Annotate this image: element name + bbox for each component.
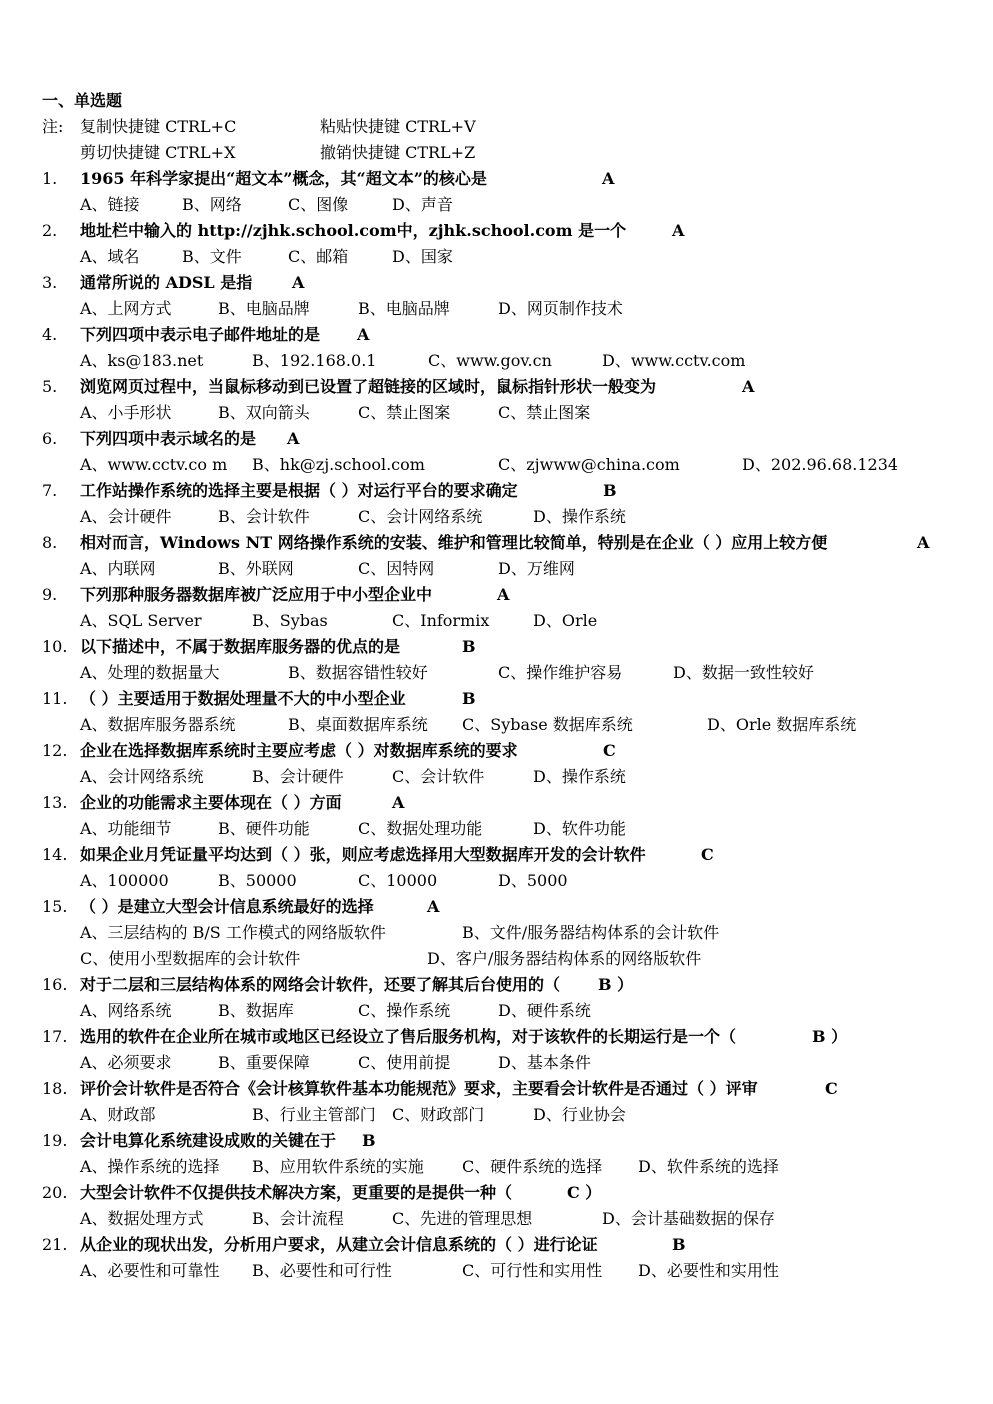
question-answer: A	[392, 793, 405, 812]
question-text: 大型会计软件不仅提供技术解决方案，更重要的是提供一种（	[80, 1183, 513, 1202]
answer-option: A、100000	[80, 871, 169, 890]
answer-option: B、双向箭头	[218, 403, 310, 422]
question-answer: A	[427, 897, 440, 916]
answer-option: C、使用小型数据库的会计软件	[80, 949, 301, 968]
answer-option: D、软件系统的选择	[638, 1157, 779, 1176]
question-number: 21.	[42, 1235, 68, 1254]
question-answer: B ）	[598, 975, 634, 994]
answer-option: B、重要保障	[218, 1053, 310, 1072]
answer-option: B、文件	[182, 247, 242, 266]
answer-option: B、192.168.0.1	[252, 351, 377, 370]
note-paste-shortcut: 粘贴快捷键 CTRL+V	[320, 117, 476, 136]
note-undo-shortcut: 撤销快捷键 CTRL+Z	[320, 143, 476, 162]
answer-option: D、会计基础数据的保存	[602, 1209, 775, 1228]
question-answer: B	[462, 637, 476, 656]
question-text: 浏览网页过程中，当鼠标移动到已设置了超链接的区域时，鼠标指针形状一般变为	[80, 377, 657, 396]
answer-option: D、网页制作技术	[498, 299, 623, 318]
answer-option: C、数据处理功能	[358, 819, 483, 838]
answer-option: C、邮箱	[288, 247, 349, 266]
question-text: 会计电算化系统建设成败的关键在于	[80, 1131, 337, 1150]
question-answer: C	[603, 741, 616, 760]
answer-option: C、操作维护容易	[498, 663, 623, 682]
answer-option: A、会计网络系统	[80, 767, 204, 786]
answer-option: C、使用前提	[358, 1053, 451, 1072]
question-number: 3.	[42, 273, 58, 292]
note-cut-shortcut: 剪切快捷键 CTRL+X	[80, 143, 236, 162]
question-answer: A	[292, 273, 305, 292]
question-text: （ ）主要适用于数据处理量不大的中小型企业	[80, 689, 406, 708]
question-text: 企业在选择数据库系统时主要应考虑（ ）对数据库系统的要求	[80, 741, 518, 760]
answer-option: B、外联网	[218, 559, 294, 578]
question-answer: B	[672, 1235, 686, 1254]
question-answer: A	[602, 169, 615, 188]
answer-option: C、禁止图案	[498, 403, 591, 422]
answer-option: B、hk@zj.school.com	[252, 455, 425, 474]
answer-option: C、可行性和实用性	[462, 1261, 603, 1280]
question-answer: A	[917, 533, 930, 552]
question-answer: A	[357, 325, 370, 344]
answer-option: B、网络	[182, 195, 242, 214]
section-title: 一、单选题	[42, 91, 123, 110]
answer-option: B、会计硬件	[252, 767, 344, 786]
answer-option: B、Sybas	[252, 611, 328, 630]
answer-option: C、Sybase 数据库系统	[462, 715, 633, 734]
question-number: 20.	[42, 1183, 68, 1202]
answer-option: D、声音	[392, 195, 453, 214]
question-text: 对于二层和三层结构体系的网络会计软件，还要了解其后台使用的（	[80, 975, 561, 994]
answer-option: A、小手形状	[80, 403, 172, 422]
answer-option: A、域名	[80, 247, 140, 266]
answer-option: C、Informix	[392, 611, 490, 630]
note-label: 注:	[42, 117, 64, 136]
answer-option: B、数据容错性较好	[288, 663, 428, 682]
answer-option: B、会计软件	[218, 507, 310, 526]
answer-option: A、数据处理方式	[80, 1209, 204, 1228]
answer-option: D、Orle	[533, 611, 598, 630]
answer-option: D、5000	[498, 871, 568, 890]
answer-option: C、财政部门	[392, 1105, 485, 1124]
answer-option: B、50000	[218, 871, 297, 890]
question-answer: A	[742, 377, 755, 396]
answer-option: B、硬件功能	[218, 819, 310, 838]
question-answer: B	[462, 689, 476, 708]
question-answer: B	[362, 1131, 376, 1150]
answer-option: C、硬件系统的选择	[462, 1157, 603, 1176]
question-text: 企业的功能需求主要体现在（ ）方面	[80, 793, 342, 812]
answer-option: B、行业主管部门	[252, 1105, 376, 1124]
question-answer: B	[603, 481, 617, 500]
answer-option: D、硬件系统	[498, 1001, 591, 1020]
answer-option: A、上网方式	[80, 299, 172, 318]
question-text: 下列四项中表示域名的是	[80, 429, 257, 448]
question-number: 19.	[42, 1131, 68, 1150]
answer-option: A、处理的数据量大	[80, 663, 220, 682]
answer-option: D、Orle 数据库系统	[707, 715, 857, 734]
answer-option: A、功能细节	[80, 819, 172, 838]
question-text: 1965 年科学家提出“超文本”概念，其“超文本”的核心是	[80, 169, 487, 188]
answer-option: B、会计流程	[252, 1209, 344, 1228]
question-number: 16.	[42, 975, 68, 994]
question-text: 工作站操作系统的选择主要是根据（ ）对运行平台的要求确定	[80, 481, 518, 500]
question-answer: C	[825, 1079, 838, 1098]
question-number: 2.	[42, 221, 58, 240]
answer-option: A、网络系统	[80, 1001, 172, 1020]
answer-option: C、会计网络系统	[358, 507, 483, 526]
answer-option: B、数据库	[218, 1001, 294, 1020]
answer-option: B、应用软件系统的实施	[252, 1157, 424, 1176]
answer-option: D、客户/服务器结构体系的网络版软件	[427, 949, 702, 968]
question-number: 13.	[42, 793, 68, 812]
question-number: 6.	[42, 429, 58, 448]
question-number: 12.	[42, 741, 68, 760]
question-text: 从企业的现状出发，分析用户要求，从建立会计信息系统的（ ）进行论证	[80, 1235, 598, 1254]
answer-option: A、链接	[80, 195, 140, 214]
question-number: 7.	[42, 481, 58, 500]
answer-option: D、操作系统	[533, 507, 626, 526]
answer-option: A、ks@183.net	[80, 351, 204, 370]
answer-option: B、电脑品牌	[358, 299, 450, 318]
question-answer: C ）	[567, 1183, 602, 1202]
answer-option: B、桌面数据库系统	[288, 715, 428, 734]
answer-option: C、因特网	[358, 559, 435, 578]
question-number: 15.	[42, 897, 68, 916]
question-number: 1.	[42, 169, 58, 188]
question-number: 5.	[42, 377, 58, 396]
answer-option: C、会计软件	[392, 767, 485, 786]
answer-option: A、数据库服务器系统	[80, 715, 236, 734]
answer-option: C、禁止图案	[358, 403, 451, 422]
question-text: 地址栏中输入的 http://zjhk.school.com中，zjhk.school.com 是一个	[80, 221, 627, 240]
answer-option: A、会计硬件	[80, 507, 172, 526]
question-number: 9.	[42, 585, 58, 604]
question-text: 通常所说的 ADSL 是指	[80, 273, 253, 292]
question-text: 下列四项中表示电子邮件地址的是	[80, 325, 321, 344]
question-number: 10.	[42, 637, 68, 656]
question-text: （ ）是建立大型会计信息系统最好的选择	[80, 897, 374, 916]
question-text: 选用的软件在企业所在城市或地区已经设立了售后服务机构，对于该软件的长期运行是一个（	[80, 1027, 737, 1046]
question-number: 18.	[42, 1079, 68, 1098]
answer-option: C、zjwww@china.com	[498, 455, 680, 474]
answer-option: D、软件功能	[533, 819, 626, 838]
answer-option: D、万维网	[498, 559, 575, 578]
question-number: 11.	[42, 689, 68, 708]
answer-option: D、操作系统	[533, 767, 626, 786]
question-text: 评价会计软件是否符合《会计核算软件基本功能规范》要求，主要看会计软件是否通过（ ）评审	[80, 1079, 758, 1098]
answer-option: A、财政部	[80, 1105, 156, 1124]
answer-option: D、202.96.68.1234	[742, 455, 899, 474]
answer-option: C、www.gov.cn	[428, 351, 552, 370]
answer-option: C、图像	[288, 195, 349, 214]
question-text: 以下描述中，不属于数据库服务器的优点的是	[80, 637, 401, 656]
answer-option: A、操作系统的选择	[80, 1157, 220, 1176]
question-number: 17.	[42, 1027, 68, 1046]
question-number: 8.	[42, 533, 58, 552]
answer-option: A、内联网	[80, 559, 156, 578]
answer-option: D、www.cctv.com	[602, 351, 746, 370]
question-answer: A	[672, 221, 685, 240]
answer-option: D、数据一致性较好	[673, 663, 814, 682]
answer-option: D、国家	[392, 247, 453, 266]
answer-option: A、必须要求	[80, 1053, 172, 1072]
answer-option: B、必要性和可行性	[252, 1261, 392, 1280]
answer-option: C、10000	[358, 871, 438, 890]
answer-option: C、操作系统	[358, 1001, 451, 1020]
question-number: 4.	[42, 325, 58, 344]
note-copy-shortcut: 复制快捷键 CTRL+C	[80, 117, 237, 136]
question-text: 相对而言，Windows NT 网络操作系统的安装、维护和管理比较简单，特别是在企业（ ）应用上较方便	[80, 533, 828, 552]
question-answer: B ）	[812, 1027, 848, 1046]
answer-option: A、必要性和可靠性	[80, 1261, 220, 1280]
answer-option: C、先进的管理思想	[392, 1209, 533, 1228]
question-text: 如果企业月凭证量平均达到（ ）张，则应考虑选择用大型数据库开发的会计软件	[80, 845, 646, 864]
answer-option: B、文件/服务器结构体系的会计软件	[462, 923, 720, 942]
answer-option: D、基本条件	[498, 1053, 591, 1072]
question-text: 下列那种服务器数据库被广泛应用于中小型企业中	[80, 585, 433, 604]
answer-option: D、必要性和实用性	[638, 1261, 779, 1280]
answer-option: D、行业协会	[533, 1105, 626, 1124]
answer-option: A、三层结构的 B/S 工作模式的网络版软件	[80, 923, 386, 942]
answer-option: A、www.cctv.co m	[80, 455, 228, 474]
question-answer: A	[497, 585, 510, 604]
question-number: 14.	[42, 845, 68, 864]
answer-option: A、SQL Server	[80, 611, 202, 630]
question-answer: A	[287, 429, 300, 448]
question-answer: C	[701, 845, 714, 864]
answer-option: B、电脑品牌	[218, 299, 310, 318]
